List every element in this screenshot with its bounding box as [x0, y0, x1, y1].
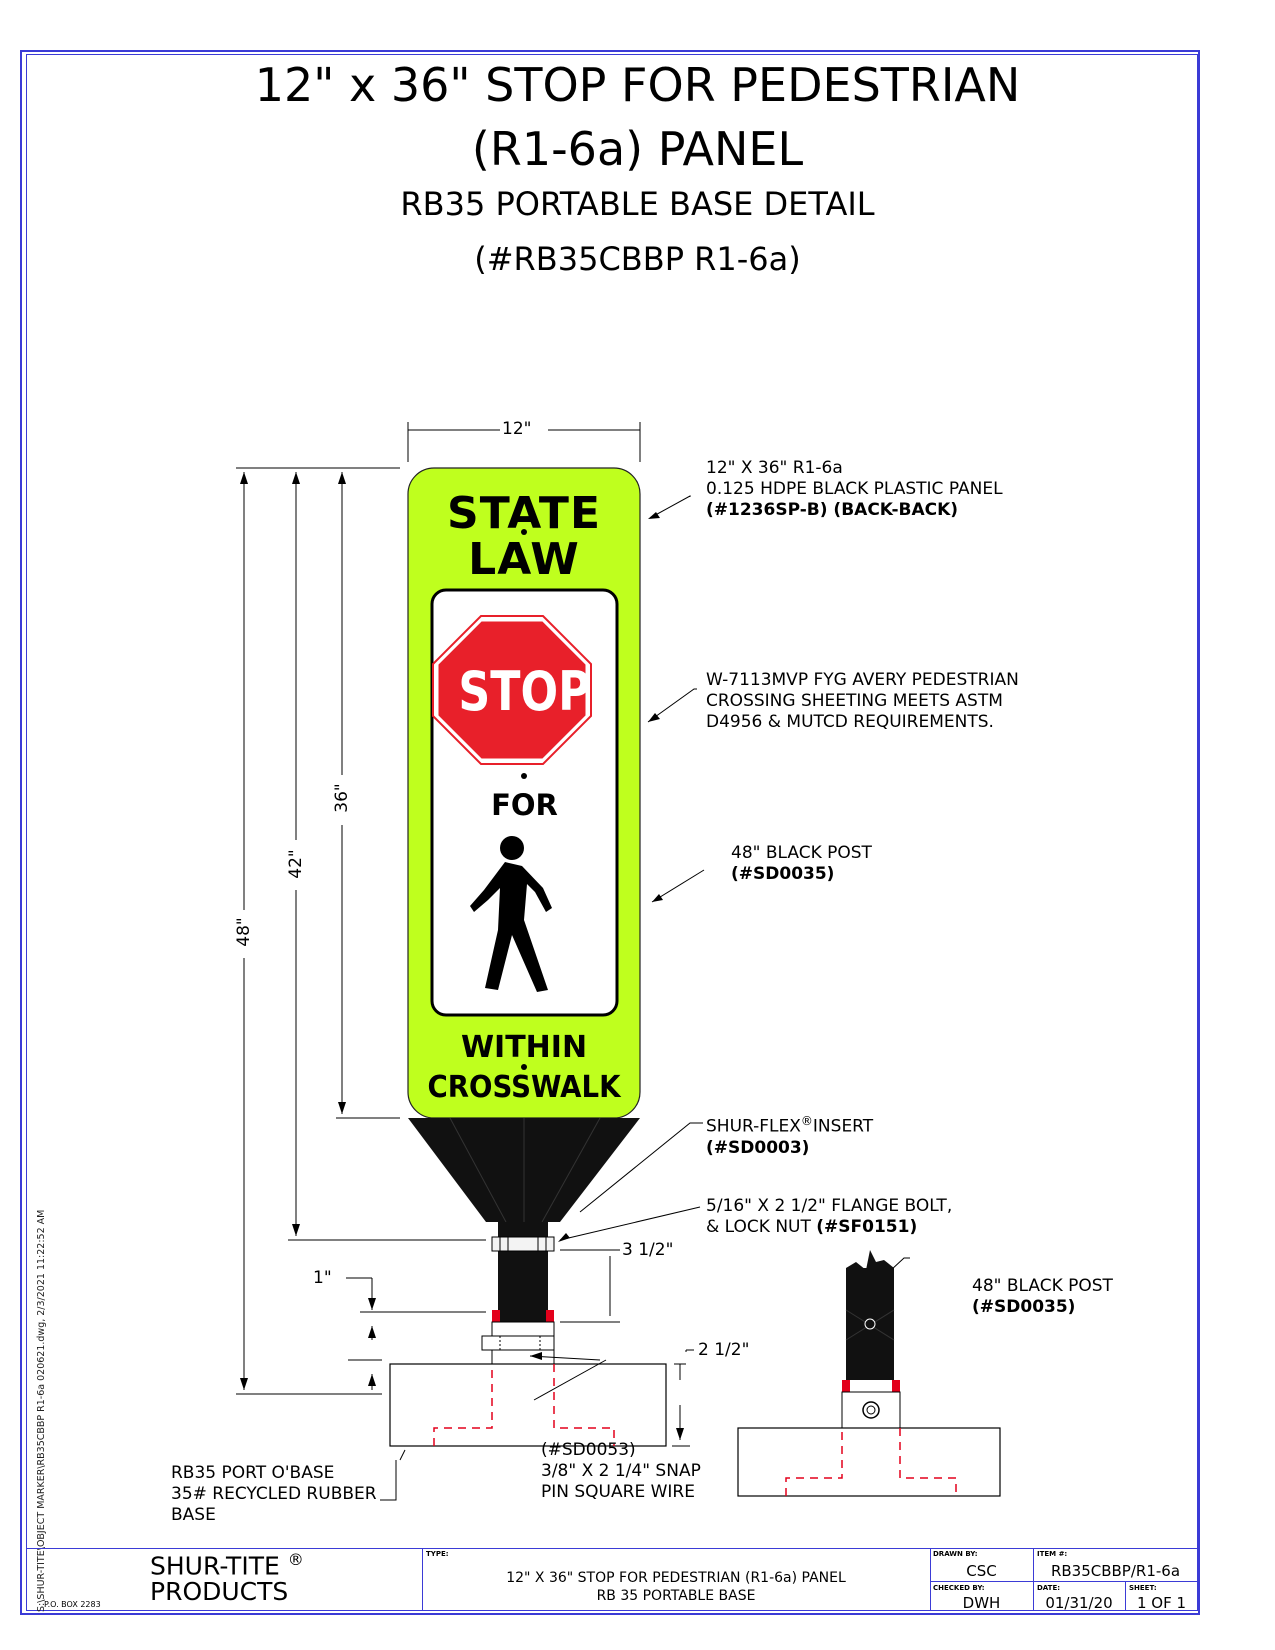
- note-sheeting: W-7113MVP FYG AVERY PEDESTRIAN CROSSING SHEETING MEETS ASTM D4956 & MUTCD REQUIREMENTS.: [706, 670, 1019, 732]
- type-label: TYPE:: [426, 1550, 449, 1558]
- drawn-by-value: CSC: [966, 1562, 997, 1580]
- note-bolt: 5/16" X 2 1/2" FLANGE BOLT, & LOCK NUT (#SF0151): [706, 1196, 953, 1237]
- dim-3-5: 3 1/2": [622, 1240, 674, 1260]
- company-address: P.O. BOX 2283: [44, 1600, 101, 1609]
- dim-48: 48": [234, 917, 254, 947]
- title-line-1: 12" x 36" STOP FOR PEDESTRIAN: [254, 58, 1021, 112]
- sign-within-text: WITHIN: [460, 1030, 588, 1065]
- title-line-4: (#RB35CBBP R1-6a): [474, 240, 801, 278]
- sign-stop-text: STOP: [458, 660, 591, 723]
- note-side-post: 48" BLACK POST (#SD0035): [972, 1276, 1113, 1317]
- item-label: ITEM #:: [1037, 1550, 1068, 1558]
- checked-by-value: DWH: [962, 1594, 1001, 1612]
- divider: [930, 1581, 1198, 1582]
- company-name-line2: PRODUCTS: [150, 1577, 289, 1606]
- dim-36: 36": [332, 783, 352, 813]
- date-label: DATE:: [1037, 1584, 1061, 1592]
- title-line-3: RB35 PORTABLE BASE DETAIL: [400, 185, 875, 223]
- sheet-label: SHEET:: [1129, 1584, 1157, 1592]
- sign-law-text: LAW: [468, 534, 580, 585]
- company-name-line1: SHUR-TITE ®: [150, 1550, 304, 1581]
- rubber-base: [390, 1364, 666, 1446]
- sheet-value: 1 OF 1: [1136, 1594, 1187, 1612]
- note-panel: 12" X 36" R1-6a 0.125 HDPE BLACK PLASTIC PANEL (#1236SP-B) (BACK-BACK): [706, 458, 1003, 520]
- type-line1: 12" X 36" STOP FOR PEDESTRIAN (R1-6a) PANEL: [506, 1570, 846, 1586]
- note-post: 48" BLACK POST (#SD0035): [731, 843, 872, 884]
- flange-bolt: [492, 1237, 554, 1251]
- type-line2: RB 35 PORTABLE BASE: [596, 1588, 756, 1604]
- note-base: RB35 PORT O'BASE 35# RECYCLED RUBBER BASE: [171, 1463, 377, 1525]
- sign-for-text: FOR: [491, 788, 558, 822]
- date-value: 01/31/20: [1045, 1594, 1113, 1612]
- dim-42: 42": [286, 849, 306, 879]
- sign-crosswalk-text: CROSSWALK: [427, 1070, 621, 1105]
- file-path: S:\SHUR-TITE\OBJECT MARKER\RB35CBBP R1-6a 020621.dwg, 2/3/2021 11:22:52 AM: [36, 1209, 47, 1612]
- note-pin: (#SD0053) 3/8" X 2 1/4" SNAP PIN SQUARE WIRE: [541, 1440, 701, 1502]
- title-line-2: (R1-6a) PANEL: [471, 122, 804, 176]
- dim-width: 12": [502, 419, 532, 439]
- sign-state-text: STATE: [447, 488, 601, 539]
- dim-2-5: 2 1/2": [698, 1340, 750, 1360]
- checked-by-label: CHECKED BY:: [933, 1584, 985, 1592]
- item-value: RB35CBBP/R1-6a: [1050, 1562, 1181, 1580]
- note-insert: SHUR-FLEX®INSERT (#SD0003): [706, 1114, 874, 1158]
- drawn-by-label: DRAWN BY:: [933, 1550, 978, 1558]
- side-view-base: [738, 1428, 1000, 1496]
- dim-1: 1": [313, 1268, 332, 1288]
- snap-pin: [482, 1336, 554, 1350]
